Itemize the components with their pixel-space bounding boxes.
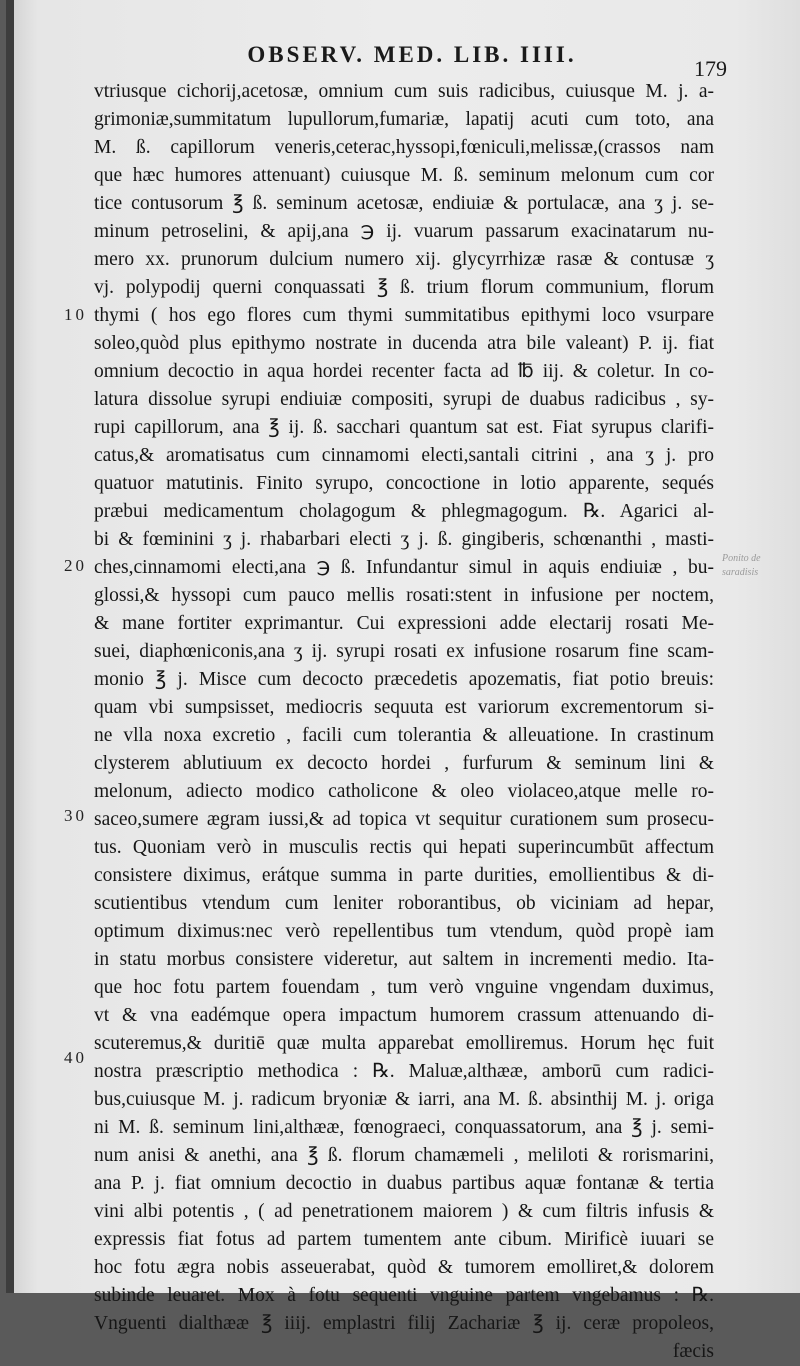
text-line: rupi capillorum, ana ℥ ij. ß. sacchari quantum sat est. Fiat syrupus clarifi- [94, 417, 714, 438]
text-line: glossi,& hyssopi cum pauco mellis rosati:stent in infusione per noctem, [94, 585, 714, 606]
text-line: vt & vna eadémque opera impactum humorem crassum attenuando di- [94, 1005, 714, 1026]
text-line: in statu morbus consistere videretur, aut saltem in incrementi medio. Ita- [94, 949, 714, 970]
text-line: thymi ( hos ego flores cum thymi summitatibus epithymi loco vsurpare [94, 305, 714, 326]
running-header: OBSERV. MED. LIB. IIII. [247, 42, 577, 67]
text-line: latura dissolue syrupi endiuiæ compositi, syrupi de duabus radicibus , sy- [94, 389, 714, 410]
text-line: grimoniæ,summitatum lupullorum,fumariæ, lapatij acuti cum toto, ana [94, 109, 714, 130]
text-line: ne vlla noxa excretio , facili cum tolerantia & alleuatione. In crastinum [94, 725, 714, 746]
text-line: que hæc humores attenuant) cuiusque M. ß. seminum melonum cum cor [94, 165, 714, 186]
text-line: mero xx. prunorum dulcium numero xij. glycyrrhizæ rasæ & contusæ ʒ [94, 249, 714, 270]
text-line: ni M. ß. seminum lini,althææ, fœnograeci, conquassatorum, ana ℥ j. semi- [94, 1117, 714, 1138]
bleed-through-text: Ponito de saradisis [722, 553, 761, 578]
text-line: subinde leuaret. Mox à fotu sequenti vnguine partem vngebamus : ℞. [94, 1285, 714, 1306]
text-line: nostra præscriptio methodica : ℞. Maluæ,althææ, amborū cum radici- [94, 1061, 714, 1082]
text-line: quam vbi sumpsisset, mediocris sequuta est variorum excrementorum si- [94, 697, 714, 718]
text-line: vini albi potentis , ( ad penetrationem maiorem ) & cum filtris infusis & [94, 1201, 714, 1222]
text-line: fæcis [672, 1341, 714, 1362]
text-line: scuteremus,& duritiē quæ multa apparebat emolliremus. Horum hęc fuit [94, 1033, 714, 1054]
page-gutter [6, 0, 14, 1293]
line-marker-40: 40 [64, 1048, 87, 1067]
text-line: Vnguenti dialthææ ℥ iiij. emplastri filij Zachariæ ℥ ij. ceræ propoleos, [94, 1313, 714, 1334]
text-line: bus,cuiusque M. j. radicum bryoniæ & iarri, ana M. ß. absinthij M. j. origa [94, 1089, 714, 1110]
text-line: catus,& aromatisatus cum cinnamomi electi,santali citrini , ana ʒ j. pro [94, 445, 714, 466]
text-line: tice contusorum ℥ ß. seminum acetosæ, endiuiæ & portulacæ, ana ʒ j. se- [94, 193, 714, 214]
line-marker-20: 20 [64, 556, 87, 575]
text-line: & mane fortiter exprimantur. Cui expressioni adde electarij rosati Me- [94, 613, 714, 634]
text-line: consistere diximus, erátque summa in parte durities, emollientibus & di- [94, 865, 714, 886]
text-line: hoc fotu ægra nobis asseuerabat, quòd & tumorem emolliret,& dolorem [94, 1257, 714, 1278]
text-line: clysterem ablutiuum ex decocto hordei , furfurum & seminum lini & [94, 753, 714, 774]
text-line: vj. polypodij querni conquassati ℥ ß. trium florum communium, florum [94, 277, 714, 298]
body-text [94, 78, 714, 1366]
text-line: num anisi & anethi, ana ℥ ß. florum chamæmeli , meliloti & rorismarini, [94, 1145, 714, 1166]
text-line: vtriusque cichorij,acetosæ, omnium cum suis radicibus, cuiusque M. j. a- [94, 81, 714, 102]
text-line: soleo,quòd plus epithymo nostrate in ducenda atra bile valeant) P. ij. fiat [94, 333, 714, 354]
text-line: suei, diaphœniconis,ana ʒ ij. syrupi rosati ex infusione rosarum fine scam- [94, 641, 714, 662]
page-number: 179 [694, 56, 727, 81]
text-line: melonum, adiecto modico catholicone & oleo violaceo,atque melle ro- [94, 781, 714, 802]
text-line: ana P. j. fiat omnium decoctio in duabus partibus aquæ fontanæ & tertia [94, 1173, 714, 1194]
text-line: saceo,sumere ægram iussi,& ad topica vt sequitur curationem sum prosecu- [94, 809, 714, 830]
line-marker-30: 30 [64, 806, 87, 825]
line-marker-10: 10 [64, 305, 87, 324]
text-line: quatuor matutinis. Finito syrupo, concoctione in lotio apparente, sequés [94, 473, 714, 494]
text-line: optimum diximus:nec verò repellentibus tum vtendum, quòd propè iam [94, 921, 714, 942]
text-line: scutientibus vtendum cum leniter roborantibus, ob viciniam ad hepar, [94, 893, 714, 914]
text-line: bi & fœminini ʒ j. rhabarbari electi ʒ j. ß. gingiberis, schœnanthi , masti- [94, 529, 714, 550]
book-page [6, 0, 800, 1362]
text-line: minum petroselini, & apij,ana ℈ ij. vuarum passarum exacinatarum nu- [94, 221, 714, 242]
text-line: que hoc fotu partem fouendam , tum verò vnguine vngendam duximus, [94, 977, 714, 998]
text-line: ches,cinnamomi electi,ana ℈ ß. Infundantur simul in aquis endiuiæ , bu- [94, 557, 714, 578]
text-line: expressis fiat fotus ad partem tumentem ante cibum. Mirificè iuuari se [94, 1229, 714, 1250]
text-line: tus. Quoniam verò in musculis rectis qui hepati superincumbūt affectum [94, 837, 714, 858]
text-line: omnium decoctio in aqua hordei recenter facta ad ℔ iij. & coletur. In co- [94, 361, 714, 382]
text-line: monio ℥ j. Misce cum decocto præcedetis apozematis, fiat potio breuis: [94, 669, 714, 690]
text-line: M. ß. capillorum veneris,ceterac,hyssopi,fœniculi,melissæ,(crassos nam [94, 137, 714, 158]
text-line: præbui medicamentum cholagogum & phlegmagogum. ℞. Agarici al- [94, 501, 714, 522]
